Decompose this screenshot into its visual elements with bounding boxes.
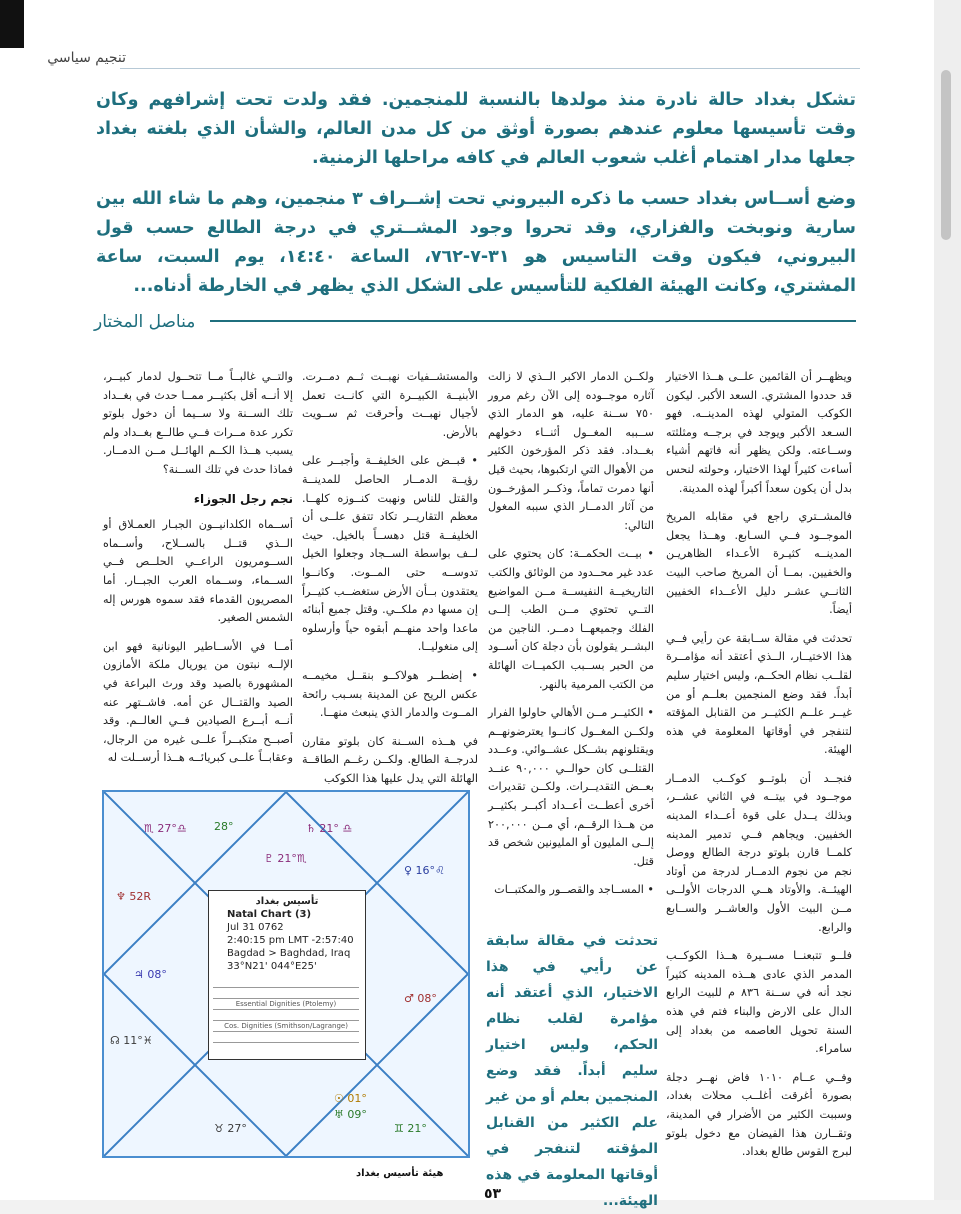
article-paragraph: • إضطــر هولاكــو بنقــل مخيمــه عكس الريح عن المدينة بسـبب رائحة المــوت والدمار الذي ينبعث منهــا.: [302, 668, 478, 720]
article-column-3: [302, 368, 478, 798]
article-paragraph: • بيــت الحكمــة: كان يحتوي على عدد غير محــدود من الوثائق والكتب التاريخيــة النفيســة مــن المواضيع التــي تحتوي مــن الطب إلــى الفلك وجميعهــا دمــر. الناجين من البشــر يقولون بأن دجلة كان أســود من الحبر بســبب الكميــات الهائلة من الكتب المرمية بالنهر.: [488, 547, 654, 691]
chart-date: Jul 31 0762: [227, 922, 284, 933]
article-paragraph: والمستشــفيات نهبــت ثــم دمــرت. الأبنيــة الكبيــرة التي كانــت تعمل لأجيال نهبــت وأحرقت ثم ســويت بالأرض.: [302, 370, 478, 439]
article-column-1: [666, 368, 852, 1172]
intro-paragraph: تشكل بغداد حالة نادرة منذ مولدها بالنسبة للمنجمين. فقد ولدت تحت إشرافهم وكان وقت تأسيسها معلوم عندهم بصورة أوثق من كل مدن العالم، والشأن الذي بلغته بغداد جعلها مدار اهتمام أغلب شعوب العالم في كافه مراحلها الزمنية.: [96, 90, 856, 168]
chart-title-en: Natal Chart (3): [227, 909, 312, 920]
grid-row: Essential Dignities (Ptolemy): [213, 998, 359, 1009]
page-header-title: تنجيم سياسي: [47, 50, 126, 66]
chart-glyph: ♇ 21°♏: [264, 852, 307, 865]
chart-info-box: [208, 890, 366, 1060]
article-paragraph: • الكثيــر مــن الأهالي حاولوا الفرار ولكــن المغــول كانــوا يعترضونهــم ويقتلونهم بشــكل عشــوائي. وعــدد القتلــى كان حوالــي ٩٠,٠٠٠ عنــد بعــض التقديــرات. ولكــن تقديرات أخرى أعطــت أعــداد أكبــر بكثيــر من هــذا الرقــم، أي مــن ٢٠٠,٠٠٠ إلــى المليون أو المليونين شخص قد قتل.: [488, 706, 654, 868]
chart-glyph: 28°: [214, 820, 234, 833]
grid-row: [213, 987, 359, 998]
article-paragraph: • المســاجد والقصــور والمكتبــات: [494, 883, 654, 897]
corner-block: [0, 0, 24, 48]
chart-glyph: ☉ 01°: [334, 1092, 367, 1105]
subheading: نجم رجل الجوزاء: [193, 491, 293, 506]
chart-glyph: ☊ 11°♓: [110, 1034, 153, 1047]
section-title: مناصل المختار: [94, 312, 196, 332]
article-paragraph: والتــي غالبــاً مــا تتحــول لدمار كبيــر، إلا أنــه أقل بكثيــر ممــا حدث في بغــداد تلك الســنة ولا ســيما أن دخول بلوتو تكرر عدة مــرات فــي طالــع بغــداد ولم يسبب هــذا الكــم الهائــل مــن الدمــار. فماذا حدث في تلك الســنة؟: [103, 370, 293, 476]
article-column-2: [488, 368, 654, 910]
scrollbar-thumb[interactable]: [941, 70, 951, 240]
chart-glyph: ♉ 27°: [214, 1122, 247, 1135]
article-paragraph: تحدثت في مقالة ســابقة عن رأيي فــي هذا الاختيــار، الــذي أعتقد أنه مؤامــرة لقلــب نظام الحكــم، وليس اختيار سليم أبداً. فقد وضع المنجمين بعلــم أو من غيــر علــم الكثيــر من القنابل المؤقته لتنفجر في أوقاتها المعلومة في هذه الهيئة.: [666, 631, 852, 757]
article-paragraph: في هــذه الســنة كان بلوتو مقارن لدرجــة الطالع. ولكــن رغــم الطاقــة الهائلة التي يدل عليها هذا الكوكب: [302, 734, 478, 785]
natal-chart: [102, 790, 470, 1158]
dignities-grid: [213, 987, 359, 1051]
grid-row: [213, 1031, 359, 1042]
chart-glyph: ♀ 16°♌: [404, 864, 445, 877]
chart-caption: هيئة تأسيس بغداد: [356, 1168, 444, 1179]
grid-row: [213, 1009, 359, 1020]
pull-quote: تحدثت في مقالة سابقة عن رأيي في هذا الاختيار، الذي أعتقد أنه مؤامرة لقلب نظام الحكم، وليس اختيار سليم أبداً. فقد وضع المنجمين بعلم أو من غير علم الكثير من القنابل المؤقته لتنفجر في أوقاتها المعلومة في هذه الهيئة...: [486, 933, 658, 1209]
article-paragraph: وفــي عــام ١٠١٠ فاض نهــر دجلة بصورة أغرقت أغلــب محلات بغداد، وسببت الكثير من الأضرار في المدينة، وتقــارن هذا الفيضان مع دخول بلوتو لبرج القوس طالع بغداد.: [666, 1070, 852, 1159]
chart-glyph: ♆ 52R: [116, 890, 151, 903]
article-paragraph: فلــو تتبعنــا مســيرة هــذا الكوكــب المدمر الذي عادى هــذه المدينه كثيراً نجد أنه في ســنة ٨٣٦ م للبيت الرابع الدال على الارض والبناء فتم في هذه السنة تحويل العاصمه من بغداد إلى سامراء.: [666, 949, 853, 1056]
chart-glyph: ♊ 21°: [394, 1122, 427, 1135]
grid-row: Cos. Dignities (Smithson/Lagrange): [213, 1020, 359, 1031]
chart-glyph: ♃ 08°: [134, 968, 167, 981]
intro-section: [96, 86, 856, 313]
article-paragraph: ولكــن الدمار الاكبر الــذي لا زالت آثاره موجــوده إلى الآن رغم مرور ٧٥٠ ســنة عليه، هو الدمار الذي ســببه المغــول أثنــاء دخولهم بغــداد. فقد ذكر المؤرخون الكثير من الأهوال التي ارتكبوها، بحيث قيل أنها دمرت تماماً، وذكــر المؤرخــون من آثار الدمــار الذي سببه المغول التالي:: [488, 370, 654, 532]
chart-place: Bagdad > Baghdad, Iraq: [227, 948, 351, 959]
article-paragraph: فنجــد أن بلوتــو كوكــب الدمــار موجــود في بيتــه في الثاني عشــر، وبذلك يــدل على قوة أعــداء المدينه الخفيين. ويجاهم فــي تدمير المدينه كلمــا قارن بلوتو درجة الطالع ووصل نجم من نجوم الدمــار لدرجة من أوتاد الهيئــة. والأوتاد هــي الدرجات الأولــى مــن البيت الأول والعاشــر والســابع والرابع.: [666, 771, 852, 934]
article-paragraph: فالمشــتري راجع في مقابله المريخ الموجــود فــي السـابع. وهــذا يجعل المدينــه كثيـرة الأعـداء الظاهريـن والخفيين. بمــا أن المريخ صاحب البيت الثانــي عشـر دليل الأعــداء الخفيين أيضاً.: [666, 510, 852, 617]
article-paragraph: أســماه الكلدانيــون الجبـار العمـلاق أو الــذي قتــل بالســلاح، وأســماه الســومريون الراعــي الحلــص فــي الســماء، وســماه العرب الجبــار. أما المصريون القدماء فقد سموه هورس إله الشمس الصغير.: [103, 518, 293, 625]
article-paragraph: • قبــض على الخليفــة وأجبــر على رؤيــة الدمــار الحاصل للمدينــة والقتل للناس ونهبت كنــوزه كلهــا. معظم التقاريــر تكاد تتفق علــى أن الخليفــة قتل دهســاً بالخيل. حيث لــف بواسطة الســجاد وجعلوا الخيل تدوســه حتى المــوت. وكانــوا يعتقدون بــأن الأرض ستغضــب كثيــراً إن مسها دم ملكــي. وقتل جميع أبنائه ماعدا واحد منهــم أبقوه حياً وأرسلوه إلى منغوليــا.: [302, 454, 478, 654]
chart-glyph: ♂ 08°: [404, 992, 437, 1005]
header-divider: [120, 68, 860, 69]
page-number: ٥٣: [484, 1186, 502, 1202]
chart-time: 2:40:15 pm LMT -2:57:40: [227, 935, 354, 946]
chart-title-ar: تأسيس بغداد: [255, 896, 319, 907]
chart-glyph: ♄ 21° ♎: [306, 822, 353, 835]
article-paragraph: أمــا في الأســاطير اليونانية فهو ابن الإلــه نبتون من يوريال ملكة الأمازون المشهورة بالصيد وقد ورث البراعة في الصيد والقتــال عن أمه. فاشــتهر عنه أنــه أبــرع الصيادين فــي العالــم. وقد أصبــح متكبــراً علــى غيره من الرجال، وعقابــاً علــى كبريائــه هــذا أرســلت له: [103, 639, 293, 765]
intro-paragraph: وضع أســاس بغداد حسب ما ذكره البيروني تحت إشــراف ٣ منجمين، وهم ما شاء الله بين سارية ونوبخت والفزاري، وقد تحروا وجود المشــتري في درجة الطالع حسب قول البيروني، فيكون وقت التاسيس هو ٣١-٧-٧٦٢، الساعة ١٤:٤٠، يوم السبت، ساعة المشتري، وكانت الهيئة الفلكية للتأسيس على الشكل الذي يظهر في الخارطة أدناه...: [96, 189, 857, 296]
article-column-4: [103, 368, 293, 778]
section-rule: [210, 320, 856, 322]
top-toolbar: [0, 0, 934, 48]
grid-row: [213, 1042, 359, 1053]
article-paragraph: ويظهــر أن القائمين علــى هــذا الاختيار قد حددوا المشتري. السعد الأكبر. ليكون الكوكب المتولي لهذه المدينــه. فهو السـعد الأكبر ويوجد في برجــه ومثلثته وســاعته. ولكن يظهر أنه فاتهم أشياء أساءت كثيراً لهذا الاختيار، وحولته لنحس بدل أن يكون سعداً أكبراً لهذه المدينة.: [666, 370, 852, 495]
chart-coords: 33°N21' 044°E25': [227, 961, 317, 972]
chart-glyph: ♅ 09°: [334, 1108, 367, 1121]
chart-glyph: ♏ 27°♎: [144, 822, 187, 835]
